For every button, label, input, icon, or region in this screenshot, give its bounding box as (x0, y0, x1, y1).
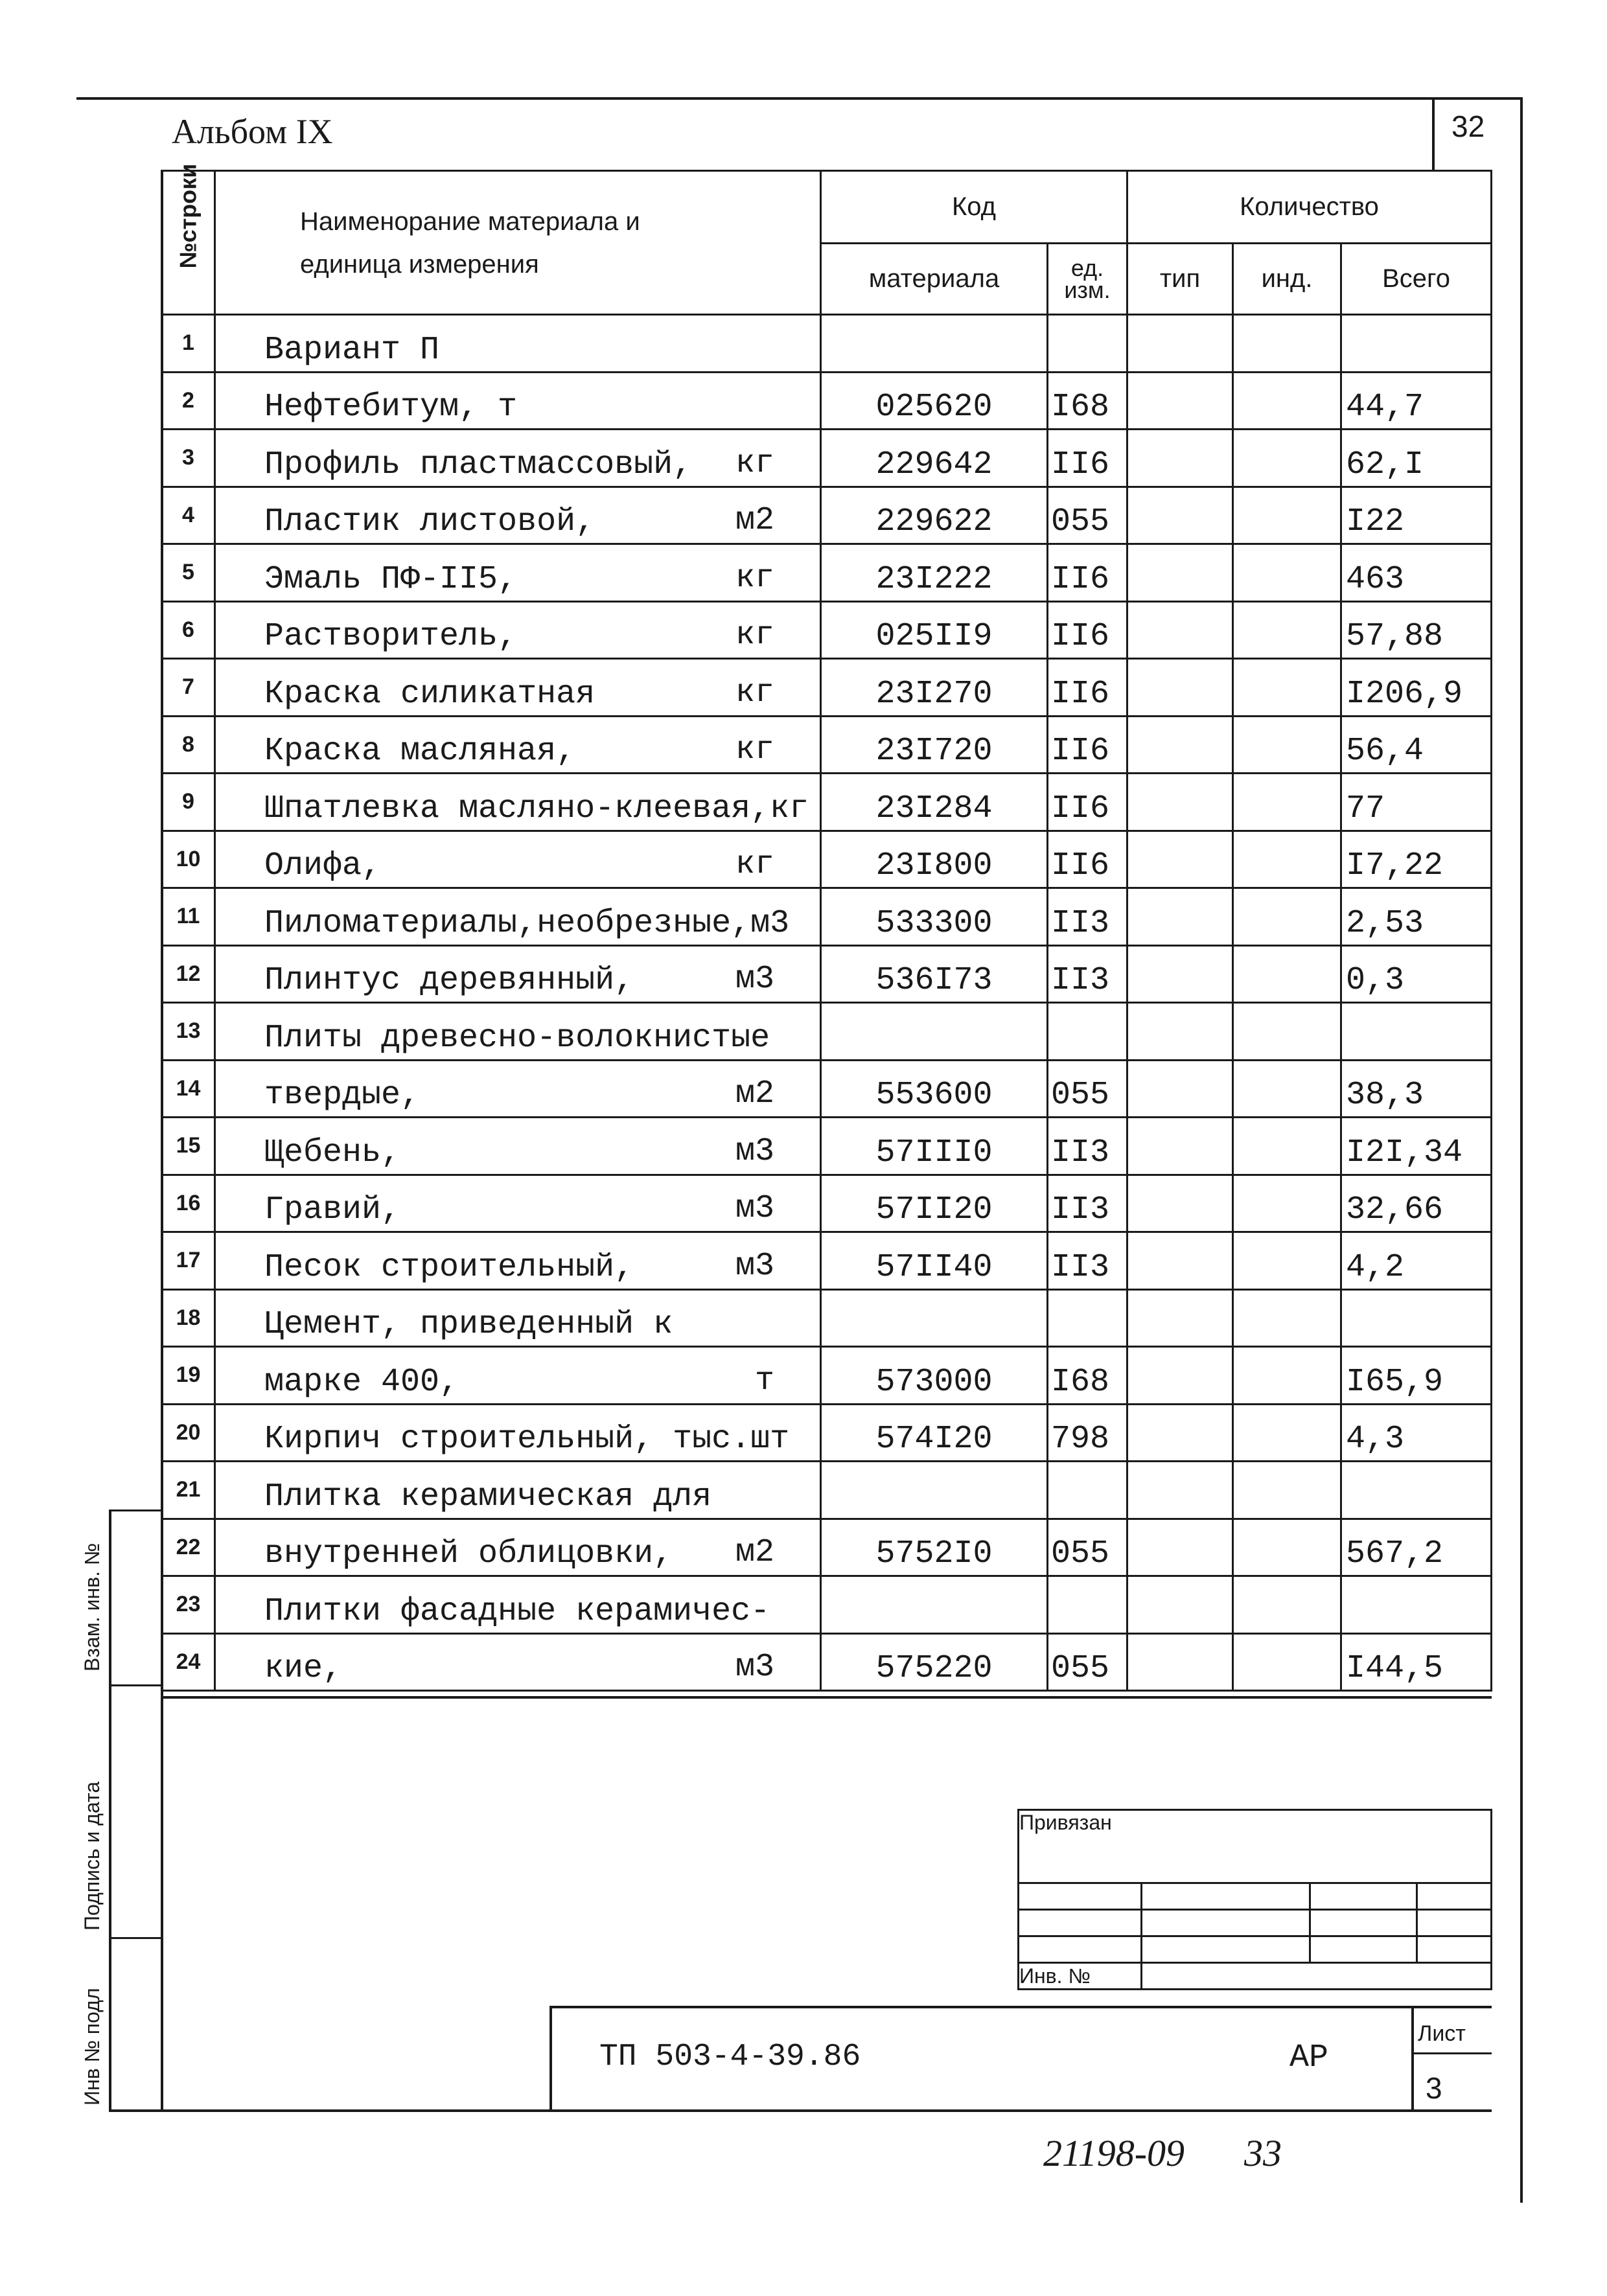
qty-ind (1233, 601, 1341, 659)
footer-page-annotation: 33 (1244, 2132, 1282, 2174)
material-code (821, 1289, 1048, 1347)
qty-ind (1233, 1404, 1341, 1462)
unit-code-header: ед. изм. (1048, 244, 1127, 315)
row-number: 16 (162, 1175, 215, 1232)
table-row (162, 544, 1492, 602)
table-row (162, 716, 1492, 774)
row-number: 5 (162, 544, 215, 602)
unit-code: II6 (1048, 544, 1127, 602)
row-number: 18 (162, 1289, 215, 1347)
row-number: 9 (162, 774, 215, 831)
footer-number: 21198-09 (1043, 2132, 1185, 2174)
table-row (162, 774, 1492, 831)
table-row (162, 831, 1492, 888)
material-code: 575220 (821, 1633, 1048, 1691)
table-row (162, 487, 1492, 544)
table-row (162, 888, 1492, 946)
qty-type (1127, 601, 1233, 659)
row-number: 21 (162, 1462, 215, 1519)
quantity-header: Количество (1127, 171, 1492, 244)
unit-label: м2 (735, 502, 774, 539)
row-number: 8 (162, 716, 215, 774)
qty-type (1127, 1175, 1233, 1232)
table-row (162, 1232, 1492, 1290)
unit-code: 055 (1048, 1633, 1127, 1691)
material-name: Песок строительный, м3 (215, 1232, 821, 1290)
material-code-header: материала (821, 244, 1048, 315)
material-name: Профиль пластмассовый, кг (215, 430, 821, 487)
qty-ind (1233, 659, 1341, 717)
material-name: Вариант П (215, 315, 821, 373)
side-label-sign-date: Подпись и дата (80, 1781, 104, 1931)
qty-type (1127, 888, 1233, 946)
material-name: Олифа, кг (215, 831, 821, 888)
sheet-box-left (1411, 2006, 1414, 2112)
row-number: 7 (162, 659, 215, 717)
table-row (162, 315, 1492, 373)
material-name: Нефтебитум, т (215, 372, 821, 430)
qty-type (1127, 716, 1233, 774)
table-row (162, 1633, 1492, 1691)
sheet-number: 3 (1426, 2071, 1442, 2105)
unit-label: кг (735, 559, 774, 597)
material-code (821, 1003, 1048, 1061)
qty-ind (1233, 1289, 1341, 1347)
qty-total: 4,3 (1341, 1404, 1492, 1462)
row-number-header: №строки (162, 171, 215, 315)
qty-total: 0,3 (1341, 945, 1492, 1003)
material-name: внутренней облицовки, м2 (215, 1519, 821, 1576)
material-code: 025620 (821, 372, 1048, 430)
row-number: 17 (162, 1232, 215, 1290)
section-code: АР (1289, 2039, 1329, 2076)
side-label-inv-zam: Взам. инв. № (80, 1543, 104, 1671)
bottom-border (109, 2109, 1492, 2112)
unit-code: II6 (1048, 831, 1127, 888)
row-number: 13 (162, 1003, 215, 1061)
row-number: 23 (162, 1576, 215, 1634)
material-code: 57II40 (821, 1232, 1048, 1290)
material-code: 536I73 (821, 945, 1048, 1003)
table-row (162, 1003, 1492, 1061)
material-code: 229642 (821, 430, 1048, 487)
material-name: марке 400, т (215, 1347, 821, 1405)
qty-type (1127, 1519, 1233, 1576)
qty-ind (1233, 544, 1341, 602)
qty-total: 2,53 (1341, 888, 1492, 946)
row-number: 12 (162, 945, 215, 1003)
qty-type (1127, 430, 1233, 487)
qty-ind (1233, 430, 1341, 487)
row-number: 6 (162, 601, 215, 659)
qty-ind (1233, 888, 1341, 946)
unit-code: II6 (1048, 659, 1127, 717)
qty-ind (1233, 1060, 1341, 1118)
material-name: Краска силикатная кг (215, 659, 821, 717)
side-stamp-left (109, 1510, 111, 2111)
qty-type (1127, 372, 1233, 430)
material-name: Шпатлевка масляно-клеевая,кг (215, 774, 821, 831)
doc-box-left (549, 2006, 552, 2112)
unit-code: 798 (1048, 1404, 1127, 1462)
qty-total: 38,3 (1341, 1060, 1492, 1118)
side-stamp-sep-2 (109, 1684, 162, 1686)
table-row (162, 1519, 1492, 1576)
album-title: Альбом IX (172, 112, 333, 151)
unit-label: м2 (735, 1534, 774, 1571)
row-number: 14 (162, 1060, 215, 1118)
unit-code (1048, 1462, 1127, 1519)
qty-type (1127, 1404, 1233, 1462)
bound-label: Привязан (1019, 1811, 1112, 1834)
table-row (162, 1175, 1492, 1232)
qty-ind (1233, 774, 1341, 831)
qty-type (1127, 945, 1233, 1003)
qty-total: I7,22 (1341, 831, 1492, 888)
qty-ind (1233, 831, 1341, 888)
qty-type (1127, 1576, 1233, 1634)
qty-total: I44,5 (1341, 1633, 1492, 1691)
qty-total (1341, 1462, 1492, 1519)
qty-ind (1233, 1118, 1341, 1175)
table-row (162, 372, 1492, 430)
unit-label: т (754, 1362, 774, 1399)
material-name: Щебень, м3 (215, 1118, 821, 1175)
bound-stamp (1017, 1809, 1492, 1990)
material-code (821, 1576, 1048, 1634)
row-number: 11 (162, 888, 215, 946)
qty-total: 32,66 (1341, 1175, 1492, 1232)
unit-code: II3 (1048, 1232, 1127, 1290)
material-code (821, 315, 1048, 373)
row-number: 4 (162, 487, 215, 544)
unit-code (1048, 315, 1127, 373)
qty-total: 77 (1341, 774, 1492, 831)
material-name: Плитки фасадные керамичес- (215, 1576, 821, 1634)
type-header: тип (1127, 244, 1233, 315)
material-name: кие, м3 (215, 1633, 821, 1691)
top-border (76, 97, 1523, 100)
unit-label: м3 (735, 1649, 774, 1686)
material-name: Пластик листовой, м2 (215, 487, 821, 544)
inv-label: Инв. № (1019, 1963, 1142, 1990)
qty-total (1341, 315, 1492, 373)
qty-total: 463 (1341, 544, 1492, 602)
qty-total (1341, 1289, 1492, 1347)
table-row (162, 1576, 1492, 1634)
material-code: 229622 (821, 487, 1048, 544)
qty-type (1127, 1633, 1233, 1691)
qty-ind (1233, 1347, 1341, 1405)
unit-code: 055 (1048, 1060, 1127, 1118)
material-code: 5752I0 (821, 1519, 1048, 1576)
unit-code: II3 (1048, 1118, 1127, 1175)
unit-code: II6 (1048, 774, 1127, 831)
material-code: 57II20 (821, 1175, 1048, 1232)
row-number: 24 (162, 1633, 215, 1691)
row-number: 10 (162, 831, 215, 888)
material-name: Краска масляная, кг (215, 716, 821, 774)
material-name: Гравий, м3 (215, 1175, 821, 1232)
doc-box-top (549, 2006, 1492, 2008)
unit-code: II6 (1048, 601, 1127, 659)
unit-code (1048, 1003, 1127, 1061)
name-header: Наименорание материала и единица измерения (215, 171, 821, 315)
row-number: 3 (162, 430, 215, 487)
side-label-inv-orig: Инв № подл (80, 1988, 104, 2106)
qty-type (1127, 487, 1233, 544)
row-number: 15 (162, 1118, 215, 1175)
qty-total: I22 (1341, 487, 1492, 544)
unit-label: м3 (735, 1247, 774, 1285)
code-header: Код (821, 171, 1127, 244)
qty-type (1127, 1232, 1233, 1290)
qty-total: I206,9 (1341, 659, 1492, 717)
material-code: 025II9 (821, 601, 1048, 659)
unit-label: м3 (735, 1190, 774, 1227)
qty-total: 44,7 (1341, 372, 1492, 430)
qty-type (1127, 774, 1233, 831)
qty-type (1127, 1289, 1233, 1347)
table-row (162, 430, 1492, 487)
unit-label: кг (735, 674, 774, 711)
qty-type (1127, 659, 1233, 717)
table-row (162, 1060, 1492, 1118)
sheet-box-sep (1411, 2052, 1492, 2054)
unit-code: 055 (1048, 1519, 1127, 1576)
qty-type (1127, 1347, 1233, 1405)
qty-type (1127, 1118, 1233, 1175)
material-code: 533300 (821, 888, 1048, 946)
qty-ind (1233, 372, 1341, 430)
unit-code: I68 (1048, 1347, 1127, 1405)
material-name: Плиты древесно-волокнистые (215, 1003, 821, 1061)
unit-label: кг (735, 846, 774, 883)
unit-code: 055 (1048, 487, 1127, 544)
material-code: 23I720 (821, 716, 1048, 774)
material-name: твердые, м2 (215, 1060, 821, 1118)
page-number-box-left (1432, 97, 1435, 170)
row-number: 22 (162, 1519, 215, 1576)
qty-total: 62,I (1341, 430, 1492, 487)
side-stamp-sep-3 (109, 1937, 162, 1939)
unit-label: м3 (735, 1132, 774, 1170)
right-border (1520, 97, 1523, 2203)
qty-type (1127, 1462, 1233, 1519)
table-row (162, 1347, 1492, 1405)
qty-total: 4,2 (1341, 1232, 1492, 1290)
ind-header: инд. (1233, 244, 1341, 315)
material-code: 574I20 (821, 1404, 1048, 1462)
table-row (162, 601, 1492, 659)
qty-ind (1233, 716, 1341, 774)
material-name: Кирпич строительный, тыс.шт (215, 1404, 821, 1462)
qty-type (1127, 831, 1233, 888)
material-code: 57III0 (821, 1118, 1048, 1175)
qty-ind (1233, 315, 1341, 373)
doc-code: ТП 503-4-39.86 (599, 2039, 861, 2074)
row-number: 1 (162, 315, 215, 373)
unit-label: кг (735, 444, 774, 482)
material-code: 23I284 (821, 774, 1048, 831)
material-code (821, 1462, 1048, 1519)
material-code: 553600 (821, 1060, 1048, 1118)
row-number: 19 (162, 1347, 215, 1405)
qty-ind (1233, 1462, 1341, 1519)
table-row (162, 659, 1492, 717)
unit-code: II6 (1048, 430, 1127, 487)
material-name: Пиломатериалы,необрезные,м3 (215, 888, 821, 946)
qty-total: 57,88 (1341, 601, 1492, 659)
table-row (162, 945, 1492, 1003)
table-row (162, 1462, 1492, 1519)
table-row (162, 1404, 1492, 1462)
unit-code: II3 (1048, 888, 1127, 946)
unit-label: кг (735, 617, 774, 654)
qty-ind (1233, 1519, 1341, 1576)
unit-code: II3 (1048, 1175, 1127, 1232)
table-body (162, 315, 1492, 1691)
qty-type (1127, 315, 1233, 373)
material-name: Эмаль ПФ-II5, кг (215, 544, 821, 602)
unit-code (1048, 1576, 1127, 1634)
material-code: 23I800 (821, 831, 1048, 888)
qty-ind (1233, 1232, 1341, 1290)
material-code: 23I270 (821, 659, 1048, 717)
page-number: 32 (1451, 109, 1485, 143)
qty-total: 56,4 (1341, 716, 1492, 774)
total-header: Всего (1341, 244, 1492, 315)
qty-ind (1233, 1576, 1341, 1634)
table-bottom-line (161, 1696, 1492, 1699)
qty-type (1127, 1003, 1233, 1061)
qty-ind (1233, 1633, 1341, 1691)
qty-total: 567,2 (1341, 1519, 1492, 1576)
unit-code: II6 (1048, 716, 1127, 774)
row-number: 2 (162, 372, 215, 430)
qty-ind (1233, 1003, 1341, 1061)
qty-total (1341, 1576, 1492, 1634)
unit-code (1048, 1289, 1127, 1347)
row-number: 20 (162, 1404, 215, 1462)
qty-total: I65,9 (1341, 1347, 1492, 1405)
unit-code: I68 (1048, 372, 1127, 430)
qty-type (1127, 544, 1233, 602)
material-name: Цемент, приведенный к (215, 1289, 821, 1347)
qty-total: I2I,34 (1341, 1118, 1492, 1175)
qty-ind (1233, 487, 1341, 544)
material-name: Плитка керамическая для (215, 1462, 821, 1519)
sheet-label: Лист (1418, 2021, 1466, 2046)
unit-label: м3 (735, 961, 774, 998)
side-stamp-sep-1 (109, 1510, 162, 1511)
qty-ind (1233, 945, 1341, 1003)
material-name: Плинтус деревянный, м3 (215, 945, 821, 1003)
material-code: 573000 (821, 1347, 1048, 1405)
qty-type (1127, 1060, 1233, 1118)
table-row (162, 1118, 1492, 1175)
qty-ind (1233, 1175, 1341, 1232)
unit-code: II3 (1048, 945, 1127, 1003)
unit-label: кг (735, 731, 774, 768)
material-code: 23I222 (821, 544, 1048, 602)
table-row (162, 1289, 1492, 1347)
material-name: Растворитель, кг (215, 601, 821, 659)
unit-label: м2 (735, 1075, 774, 1112)
materials-table (161, 163, 1492, 1692)
qty-total (1341, 1003, 1492, 1061)
